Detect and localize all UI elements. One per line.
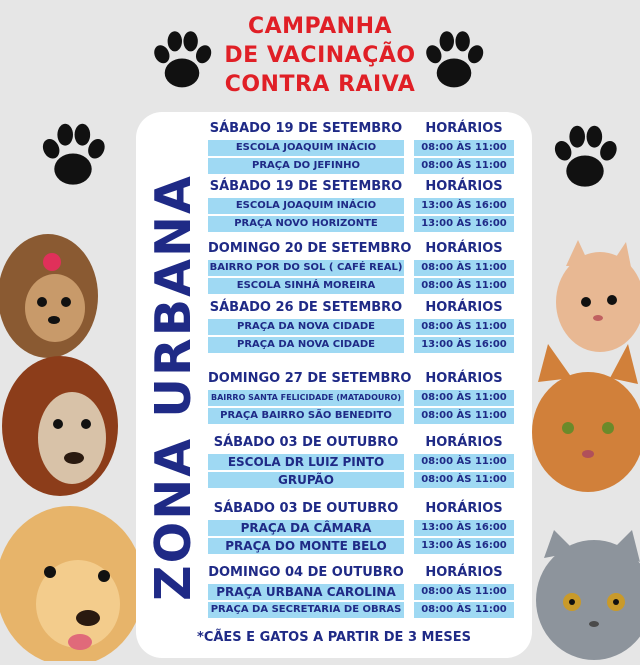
schedule-place: ESCOLA JOAQUIM INÁCIO — [208, 140, 404, 156]
schedule-day: SÁBADO 19 DE SETEMBRO — [209, 121, 403, 136]
schedule-place: PRAÇA URBANA CAROLINA — [208, 584, 404, 600]
schedule-place: PRAÇA NOVO HORIZONTE — [208, 216, 404, 232]
schedule-block — [208, 177, 514, 233]
schedule-place: PRAÇA DO MONTE BELO — [208, 538, 404, 554]
schedule-day: SÁBADO 03 DE OUTUBRO — [213, 435, 399, 450]
paw-print-icon — [146, 24, 218, 96]
schedule-day: SÁBADO 03 DE OUTUBRO — [213, 501, 399, 516]
schedule-place: PRAÇA DA CÂMARA — [208, 520, 404, 536]
schedule-time: 13:00 ÀS 16:00 — [414, 198, 514, 214]
schedule-time: 08:00 ÀS 11:00 — [414, 390, 514, 406]
dogs-illustration — [0, 226, 140, 665]
hours-header: HORÁRIOS — [425, 179, 503, 194]
schedule-time: 13:00 ÀS 16:00 — [414, 520, 514, 536]
hours-header: HORÁRIOS — [425, 565, 503, 580]
schedule-time: 08:00 ÀS 11:00 — [414, 158, 514, 174]
schedule-time: 08:00 ÀS 11:00 — [414, 260, 514, 276]
hours-header: HORÁRIOS — [425, 435, 503, 450]
schedule-day: SÁBADO 19 DE SETEMBRO — [209, 179, 403, 194]
schedule-time: 08:00 ÀS 11:00 — [414, 140, 514, 156]
schedule-day: DOMINGO 04 DE OUTUBRO — [208, 565, 404, 580]
schedule-place: BAIRRO SANTA FELICIDADE (MATADOURO) — [208, 390, 404, 406]
title-line-2: DE VACINAÇÃO — [224, 43, 416, 68]
schedule-time: 08:00 ÀS 11:00 — [414, 319, 514, 335]
schedule-block — [208, 119, 514, 175]
paw-print-icon — [418, 24, 490, 96]
schedule-time: 13:00 ÀS 16:00 — [414, 538, 514, 554]
schedule-day: DOMINGO 20 DE SETEMBRO — [208, 241, 412, 256]
schedule-place: ESCOLA JOAQUIM INÁCIO — [208, 198, 404, 214]
schedule-place: PRAÇA DO JEFINHO — [208, 158, 404, 174]
schedule-place: PRAÇA DA NOVA CIDADE — [208, 337, 404, 353]
campaign-title — [0, 12, 640, 99]
schedule-day: DOMINGO 27 DE SETEMBRO — [208, 371, 412, 386]
schedule-block — [208, 298, 514, 354]
hours-header: HORÁRIOS — [425, 371, 503, 386]
schedule-block — [208, 499, 514, 555]
schedule-time: 13:00 ÀS 16:00 — [414, 337, 514, 353]
schedule-time: 08:00 ÀS 11:00 — [414, 278, 514, 294]
zone-text: ZONA URBANA — [144, 173, 202, 601]
hours-header: HORÁRIOS — [425, 241, 503, 256]
schedule-place: ESCOLA DR LUIZ PINTO — [208, 454, 404, 470]
schedule-time: 08:00 ÀS 11:00 — [414, 584, 514, 600]
hours-header: HORÁRIOS — [425, 501, 503, 516]
schedule-block — [208, 369, 514, 425]
schedule-day: SÁBADO 26 DE SETEMBRO — [209, 300, 403, 315]
schedule-place: PRAÇA BAIRRO SÃO BENEDITO — [208, 408, 404, 424]
schedule-time: 08:00 ÀS 11:00 — [414, 602, 514, 618]
schedule-block — [208, 239, 514, 295]
paw-print-icon — [546, 118, 624, 196]
schedule-place: BAIRRO POR DO SOL ( CAFÉ REAL) — [208, 260, 404, 276]
schedule-time: 08:00 ÀS 11:00 — [414, 472, 514, 488]
schedule-block — [208, 563, 514, 619]
schedule-place: ESCOLA SINHÁ MOREIRA — [208, 278, 404, 294]
title-line-1: CAMPANHA — [247, 14, 393, 39]
schedule-place: PRAÇA DA SECRETARIA DE OBRAS — [208, 602, 404, 618]
schedule-block — [208, 433, 514, 489]
footer-note: *CÃES E GATOS A PARTIR DE 3 MESES — [197, 630, 471, 645]
schedule-place: PRAÇA DA NOVA CIDADE — [208, 319, 404, 335]
paw-print-icon — [34, 116, 112, 194]
schedule-time: 13:00 ÀS 16:00 — [414, 216, 514, 232]
hours-header: HORÁRIOS — [425, 300, 503, 315]
hours-header: HORÁRIOS — [425, 121, 503, 136]
title-line-3: CONTRA RAIVA — [224, 72, 416, 97]
zone-label — [144, 144, 202, 630]
schedule-time: 08:00 ÀS 11:00 — [414, 454, 514, 470]
cats-illustration — [532, 232, 640, 665]
schedule-place: GRUPÃO — [208, 472, 404, 488]
schedule-time: 08:00 ÀS 11:00 — [414, 408, 514, 424]
